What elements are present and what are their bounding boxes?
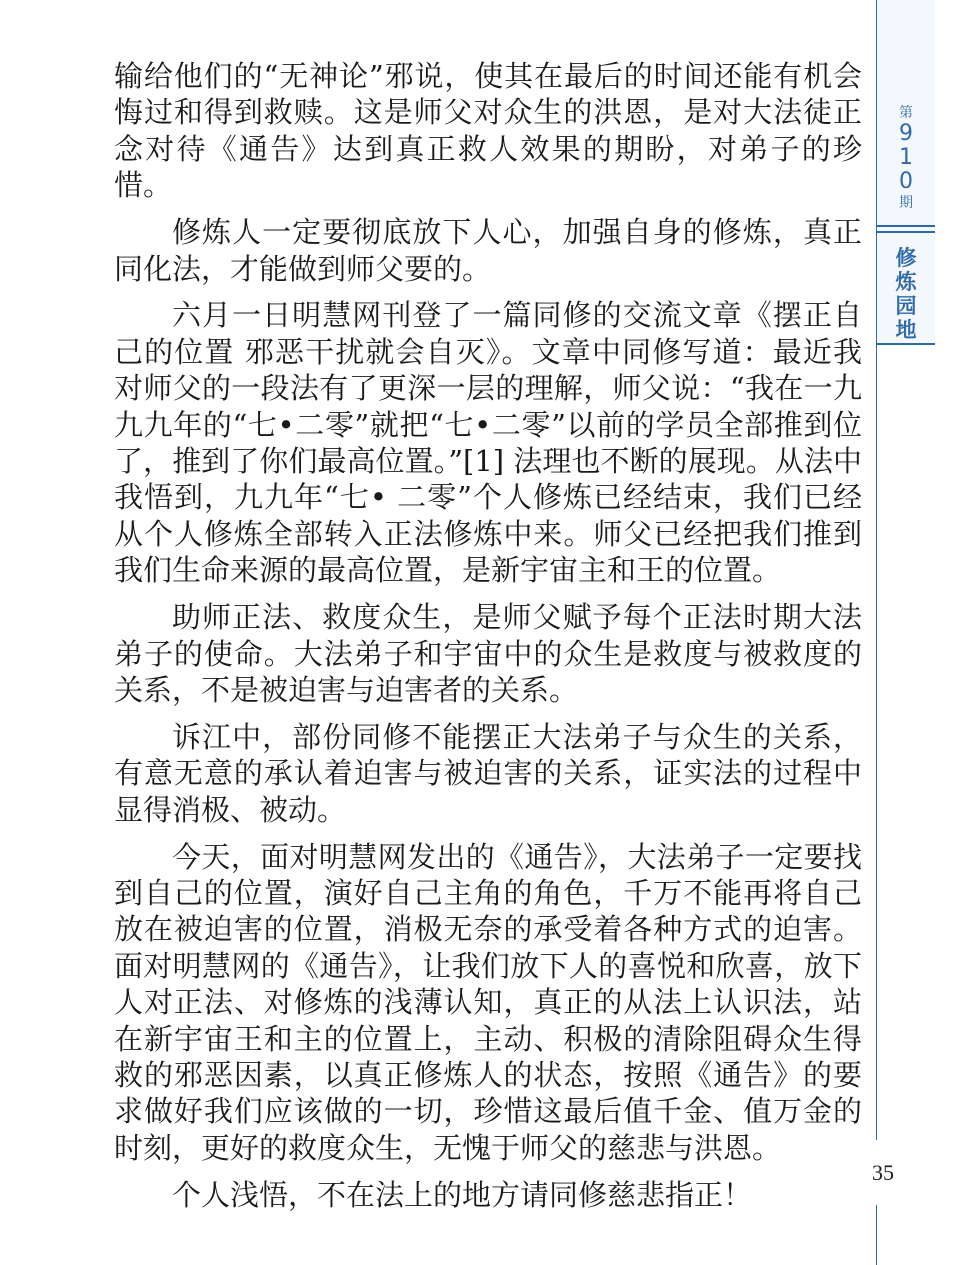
- issue-number: [877, 104, 935, 212]
- sidebar-divider: [877, 231, 935, 233]
- issue-digit: 1: [899, 145, 913, 170]
- column-title: [877, 246, 935, 342]
- column-title-char: 地: [895, 318, 917, 342]
- sidebar-divider: [877, 343, 935, 345]
- issue-digit: 0: [899, 169, 913, 194]
- page-number: 35: [872, 1160, 894, 1185]
- sidebar-divider: [877, 225, 935, 227]
- sidebar-tab: [877, 0, 935, 346]
- column-title-char: 修: [895, 246, 917, 270]
- paragraph: 今天，面对明慧网发出的《通告》，大法弟子一定要找到自己的位置，演好自己主角的角色，千万不能再将自己放在被迫害的位置，消极无奈的承受着各种方式的迫害。面对明慧网的《通告》，让我们放下人的喜悦和欣喜，放下人对正法、对修炼的浅薄认知，真正的从法上认识法，站在新宇宙王和主的位置上，主动、积极的清除阻碍众生得救的邪恶因素，以真正修炼人的状态，按照《通告》的要求做好我们应该做的一切，珍惜这最后值千金、值万金的时刻，更好的救度众生，无愧于师父的慈悲与洪恩。: [114, 839, 862, 1165]
- side-vertical-rule: [876, 0, 877, 1140]
- paragraph: 助师正法、救度众生，是师父赋予每个正法时期大法弟子的使命。大法弟子和宇宙中的众生是救度与被救度的关系，不是被迫害与迫害者的关系。: [114, 600, 862, 707]
- paragraph: 输给他们的“无神论”邪说，使其在最后的时间还能有机会悔过和得到救赎。这是师父对众生的洪恩，是对大法徒正念对待《通告》达到真正救人效果的期盼，对弟子的珍惜。: [114, 59, 862, 203]
- paragraph: 六月一日明慧网刊登了一篇同修的交流文章《摆正自己的位置 邪恶干扰就会自灭》。文章中同修写道：最近我对师父的一段法有了更深一层的理解，师父说：“我在一九九九年的“七•二零”就把“七•二零”以前的学员全部推到位了，推到了你们最高位置。”[1] 法理也不断的展现。从法中我悟到，九九年“七• 二零”个人修炼已经结束，我们已经从个人修炼全部转入正法修炼中来。师父已经把我们推到我们生命来源的最高位置，是新宇宙主和王的位置。: [114, 298, 862, 588]
- side-vertical-rule-bottom: [876, 1205, 877, 1265]
- issue-suffix: 期: [899, 195, 913, 211]
- paragraph: 修炼人一定要彻底放下人心，加强自身的修炼，真正同化法，才能做到师父要的。: [114, 215, 862, 286]
- paragraph: 个人浅悟，不在法上的地方请同修慈悲指正！: [172, 1177, 753, 1212]
- paragraph: 诉江中，部份同修不能摆正大法弟子与众生的关系，有意无意的承认着迫害与被迫害的关系，证实法的过程中显得消极、被动。: [114, 719, 862, 827]
- column-title-char: 炼: [895, 270, 917, 294]
- column-title-char: 园: [895, 294, 917, 318]
- issue-prefix: 第: [899, 105, 913, 121]
- issue-digit: 9: [899, 121, 913, 146]
- article-body: [114, 58, 862, 1224]
